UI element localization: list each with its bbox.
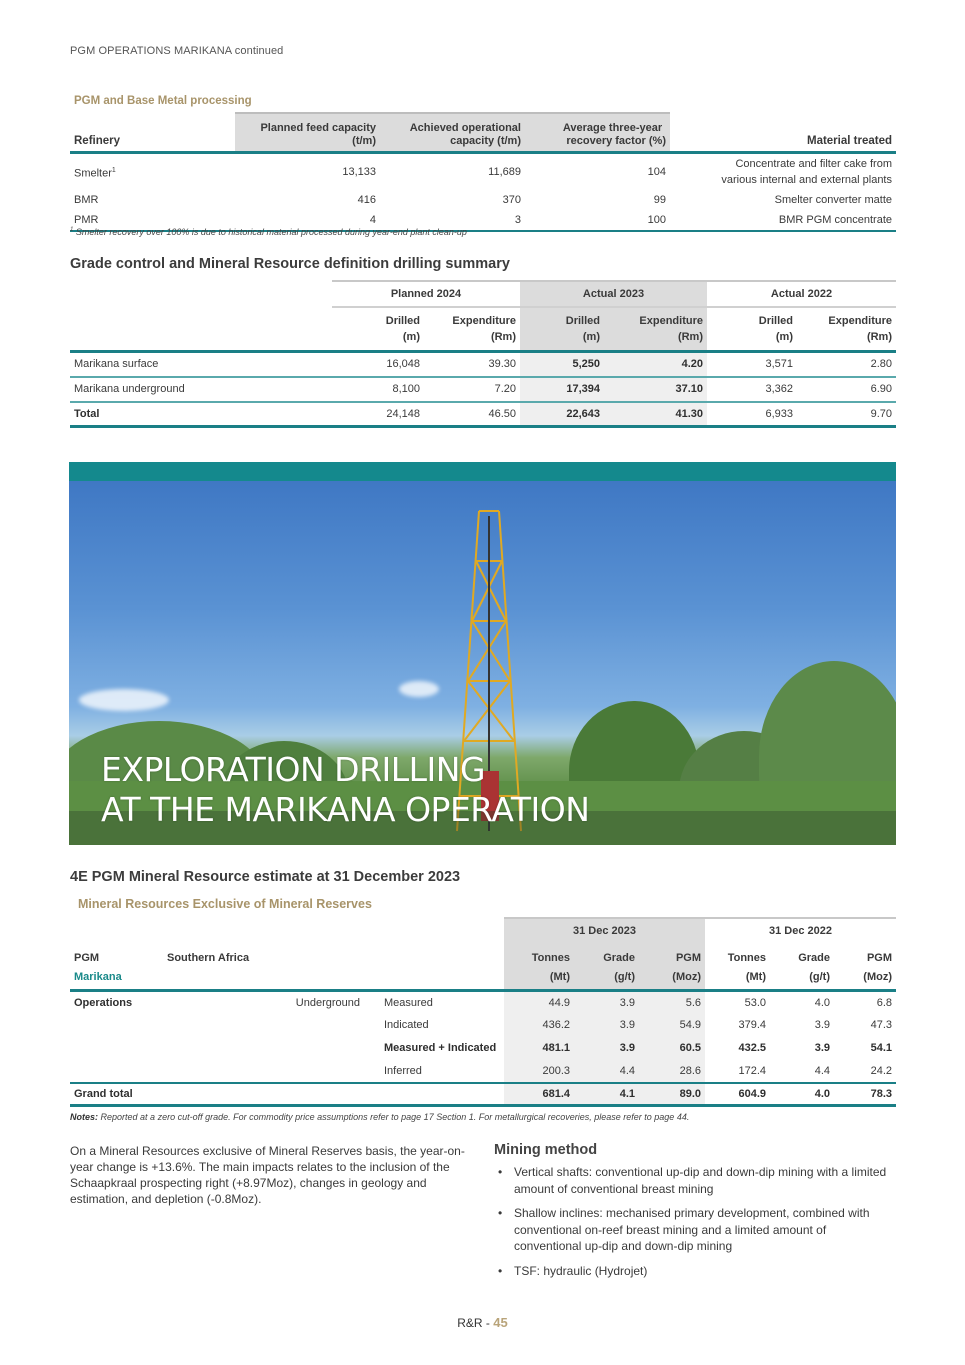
category: Inferred bbox=[384, 1064, 422, 1077]
value-cell: 2.80 bbox=[870, 358, 892, 371]
achieved-cell: 370 bbox=[502, 194, 521, 206]
col-pgm: PGM bbox=[74, 952, 100, 964]
unit-gt: (g/t) bbox=[574, 967, 639, 991]
row-label: Marikana underground bbox=[74, 383, 185, 395]
col-grade: Grade bbox=[574, 943, 639, 967]
category: Measured + Indicated bbox=[384, 1042, 497, 1054]
resources-group-row bbox=[70, 918, 896, 943]
list-item: • Vertical shafts: conventional up-dip and down-dip mining with a limited amount of conventional breast mining bbox=[494, 1164, 894, 1197]
col-region: Southern Africa bbox=[167, 952, 250, 964]
table-row bbox=[70, 1060, 896, 1083]
value-cell: 8,100 bbox=[392, 383, 420, 395]
value-cell: 3,571 bbox=[765, 358, 793, 371]
col-grade: Grade bbox=[798, 952, 830, 964]
value-cell: 3.9 bbox=[574, 1037, 639, 1060]
recovery-cell: 99 bbox=[653, 194, 666, 206]
page-number: 45 bbox=[493, 1315, 508, 1330]
col-pgm-moz: PGM bbox=[866, 952, 892, 964]
col-recovery-factor: Average three-year recovery factor (%) bbox=[525, 113, 670, 153]
achieved-cell: 3 bbox=[514, 214, 521, 226]
achieved-cell: 11,689 bbox=[488, 166, 521, 178]
value-cell: 44.9 bbox=[504, 991, 574, 1014]
value-cell: 4.1 bbox=[574, 1083, 639, 1106]
mining-method-title: Mining method bbox=[494, 1142, 598, 1158]
value-cell: 60.5 bbox=[639, 1037, 705, 1060]
value-cell: 6,933 bbox=[765, 407, 793, 420]
recovery-cell: 104 bbox=[647, 166, 666, 178]
operation-label: Marikana bbox=[74, 971, 122, 983]
drilling-group-row bbox=[70, 281, 896, 307]
material-cell: Smelter converter matte bbox=[774, 194, 892, 206]
value-cell: 24.2 bbox=[870, 1064, 892, 1077]
value-cell: 3.9 bbox=[814, 1042, 830, 1054]
value-cell: 4.4 bbox=[814, 1064, 830, 1077]
planned-cell: 416 bbox=[357, 194, 376, 206]
value-cell: 172.4 bbox=[738, 1064, 766, 1077]
list-item: • Shallow inclines: mechanised primary development, combined with conventional on-reef breast mining and a limited amount of conventional up-dip and down-dip mining bbox=[494, 1205, 894, 1255]
refinery-cell: BMR bbox=[74, 194, 99, 206]
row-label: Marikana surface bbox=[74, 358, 159, 371]
operations-label: Operations bbox=[74, 996, 133, 1009]
category: Indicated bbox=[384, 1019, 429, 1031]
unit-rm: (Rm) bbox=[490, 331, 516, 343]
table-row bbox=[70, 153, 896, 191]
value-cell: 5,250 bbox=[520, 352, 604, 377]
unit-moz: (Moz) bbox=[863, 971, 892, 983]
resources-subtitle: Mineral Resources Exclusive of Mineral Reserves bbox=[78, 897, 372, 911]
list-item: • TSF: hydraulic (Hydrojet) bbox=[494, 1263, 894, 1280]
group-actual-2023: Actual 2023 bbox=[520, 281, 707, 307]
value-cell: 436.2 bbox=[504, 1014, 574, 1037]
value-cell: 6.90 bbox=[870, 383, 892, 395]
unit-moz: (Moz) bbox=[639, 967, 705, 991]
drilling-title: Grade control and Mineral Resource definition drilling summary bbox=[70, 256, 510, 272]
value-cell: 200.3 bbox=[504, 1060, 574, 1083]
table-row-grand-total bbox=[70, 1083, 896, 1106]
col-expenditure: Expenditure bbox=[452, 315, 516, 327]
drilling-table bbox=[70, 280, 896, 428]
row-label: Total bbox=[74, 407, 100, 420]
col-drilled: Drilled bbox=[758, 315, 793, 327]
value-cell: 3.9 bbox=[814, 1019, 830, 1031]
commentary-paragraph: On a Mineral Resources exclusive of Mineral Reserves basis, the year-on-year change is +13.6%. The main impacts relates to the inclusion of the Schaapkraal prospecting right (+8.97Moz), changes in geology and estimation, and depletion (-0.8Moz). bbox=[70, 1144, 465, 1206]
unit-mt: (Mt) bbox=[504, 967, 574, 991]
value-cell: 9.70 bbox=[870, 407, 892, 420]
value-cell: 24,148 bbox=[386, 407, 420, 420]
mining-method-list bbox=[494, 1164, 894, 1287]
value-cell: 28.6 bbox=[639, 1060, 705, 1083]
value-cell: 4.0 bbox=[814, 1087, 830, 1100]
value-cell: 17,394 bbox=[520, 377, 604, 402]
col-tonnes: Tonnes bbox=[727, 952, 766, 964]
col-material-treated: Material treated bbox=[806, 135, 892, 147]
mine-type: Underground bbox=[295, 996, 360, 1009]
value-cell: 41.30 bbox=[604, 402, 707, 427]
value-cell: 7.20 bbox=[494, 383, 516, 395]
exploration-photo-banner bbox=[69, 462, 896, 845]
processing-table bbox=[70, 112, 896, 232]
table-row bbox=[70, 991, 896, 1014]
col-tonnes: Tonnes bbox=[504, 943, 574, 967]
unit-m: (m) bbox=[520, 329, 604, 352]
group-planned-2024: Planned 2024 bbox=[332, 281, 520, 307]
table-row-subtotal bbox=[70, 1037, 896, 1060]
col-pgm-moz: PGM bbox=[639, 943, 705, 967]
processing-footnote: $^1$ Smelter recovery over 100% is due to historical material processed during year-end plant clean-up bbox=[70, 227, 467, 237]
col-drilled: Drilled bbox=[520, 307, 604, 329]
value-cell: 89.0 bbox=[639, 1083, 705, 1106]
value-cell: 5.6 bbox=[639, 991, 705, 1014]
unit-rm: (Rm) bbox=[604, 329, 707, 352]
running-head: PGM OPERATIONS MARIKANA continued bbox=[70, 45, 284, 57]
value-cell: 47.3 bbox=[870, 1019, 892, 1031]
page-footer bbox=[0, 1315, 965, 1330]
table-row bbox=[70, 352, 896, 377]
value-cell: 54.1 bbox=[870, 1042, 892, 1054]
resources-units-row bbox=[70, 967, 896, 991]
value-cell: 46.50 bbox=[488, 407, 516, 420]
planned-cell: 13,133 bbox=[342, 166, 376, 178]
value-cell: 379.4 bbox=[738, 1019, 766, 1031]
unit-mt: (Mt) bbox=[745, 971, 766, 983]
value-cell: 4.4 bbox=[574, 1060, 639, 1083]
value-cell: 53.0 bbox=[744, 996, 766, 1009]
value-cell: 78.3 bbox=[870, 1087, 892, 1100]
col-refinery: Refinery bbox=[74, 135, 121, 147]
value-cell: 4.20 bbox=[604, 352, 707, 377]
banner-accent-bar bbox=[69, 462, 896, 481]
planned-cell: 4 bbox=[369, 214, 376, 226]
processing-header-row bbox=[70, 113, 896, 153]
value-cell: 6.8 bbox=[876, 996, 892, 1009]
refinery-cell: PMR bbox=[74, 214, 99, 226]
category: Measured bbox=[384, 996, 433, 1009]
group-actual-2022: Actual 2022 bbox=[707, 281, 896, 307]
value-cell: 16,048 bbox=[386, 358, 420, 371]
table-row bbox=[70, 190, 896, 210]
resources-subheader-row bbox=[70, 943, 896, 967]
col-drilled: Drilled bbox=[385, 315, 420, 327]
value-cell: 481.1 bbox=[504, 1037, 574, 1060]
recovery-cell: 100 bbox=[647, 214, 666, 226]
col-expenditure: Expenditure bbox=[604, 307, 707, 329]
col-achieved-capacity: Achieved operational capacity (t/m) bbox=[380, 113, 525, 153]
value-cell: 604.9 bbox=[738, 1087, 766, 1100]
value-cell: 4.0 bbox=[814, 996, 830, 1009]
processing-title: PGM and Base Metal processing bbox=[74, 95, 252, 107]
value-cell: 432.5 bbox=[738, 1042, 766, 1054]
group-dec-2022: 31 Dec 2022 bbox=[705, 918, 896, 943]
value-cell: 3.9 bbox=[574, 991, 639, 1014]
value-cell: 3,362 bbox=[765, 383, 793, 395]
table-row bbox=[70, 377, 896, 402]
value-cell: 39.30 bbox=[488, 358, 516, 371]
value-cell: 681.4 bbox=[504, 1083, 574, 1106]
value-cell: 37.10 bbox=[604, 377, 707, 402]
table-row bbox=[70, 1014, 896, 1037]
resources-title: 4E PGM Mineral Resource estimate at 31 December 2023 bbox=[70, 869, 461, 885]
grand-total-label: Grand total bbox=[74, 1087, 133, 1100]
value-cell: 22,643 bbox=[520, 402, 604, 427]
value-cell: 54.9 bbox=[639, 1014, 705, 1037]
banner-title: EXPLORATION DRILLING AT THE MARIKANA OPERATION bbox=[101, 750, 590, 829]
unit-m: (m) bbox=[402, 331, 420, 343]
resources-notes: Notes: Reported at a zero cut-off grade. For commodity price assumptions refer to page 17 Section 1. For metallurgical recoveries, please refer to page 44. bbox=[70, 1112, 690, 1122]
footer-prefix: R&R - bbox=[457, 1316, 494, 1330]
unit-rm: (Rm) bbox=[866, 331, 892, 343]
unit-gt: (g/t) bbox=[809, 971, 830, 983]
resources-table bbox=[70, 917, 896, 1107]
refinery-cell: Smelter$^1$ bbox=[74, 166, 116, 180]
unit-m: (m) bbox=[775, 331, 793, 343]
value-cell: 3.9 bbox=[574, 1014, 639, 1037]
drilling-subheader-row bbox=[70, 307, 896, 329]
col-expenditure: Expenditure bbox=[828, 315, 892, 327]
group-dec-2023: 31 Dec 2023 bbox=[504, 918, 705, 943]
drilling-units-row bbox=[70, 329, 896, 352]
table-row-total bbox=[70, 402, 896, 427]
material-cell: BMR PGM concentrate bbox=[778, 214, 892, 226]
col-planned-capacity: Planned feed capacity (t/m) bbox=[235, 113, 380, 153]
material-cell: Concentrate and filter cake from various internal and external plants bbox=[721, 158, 892, 186]
